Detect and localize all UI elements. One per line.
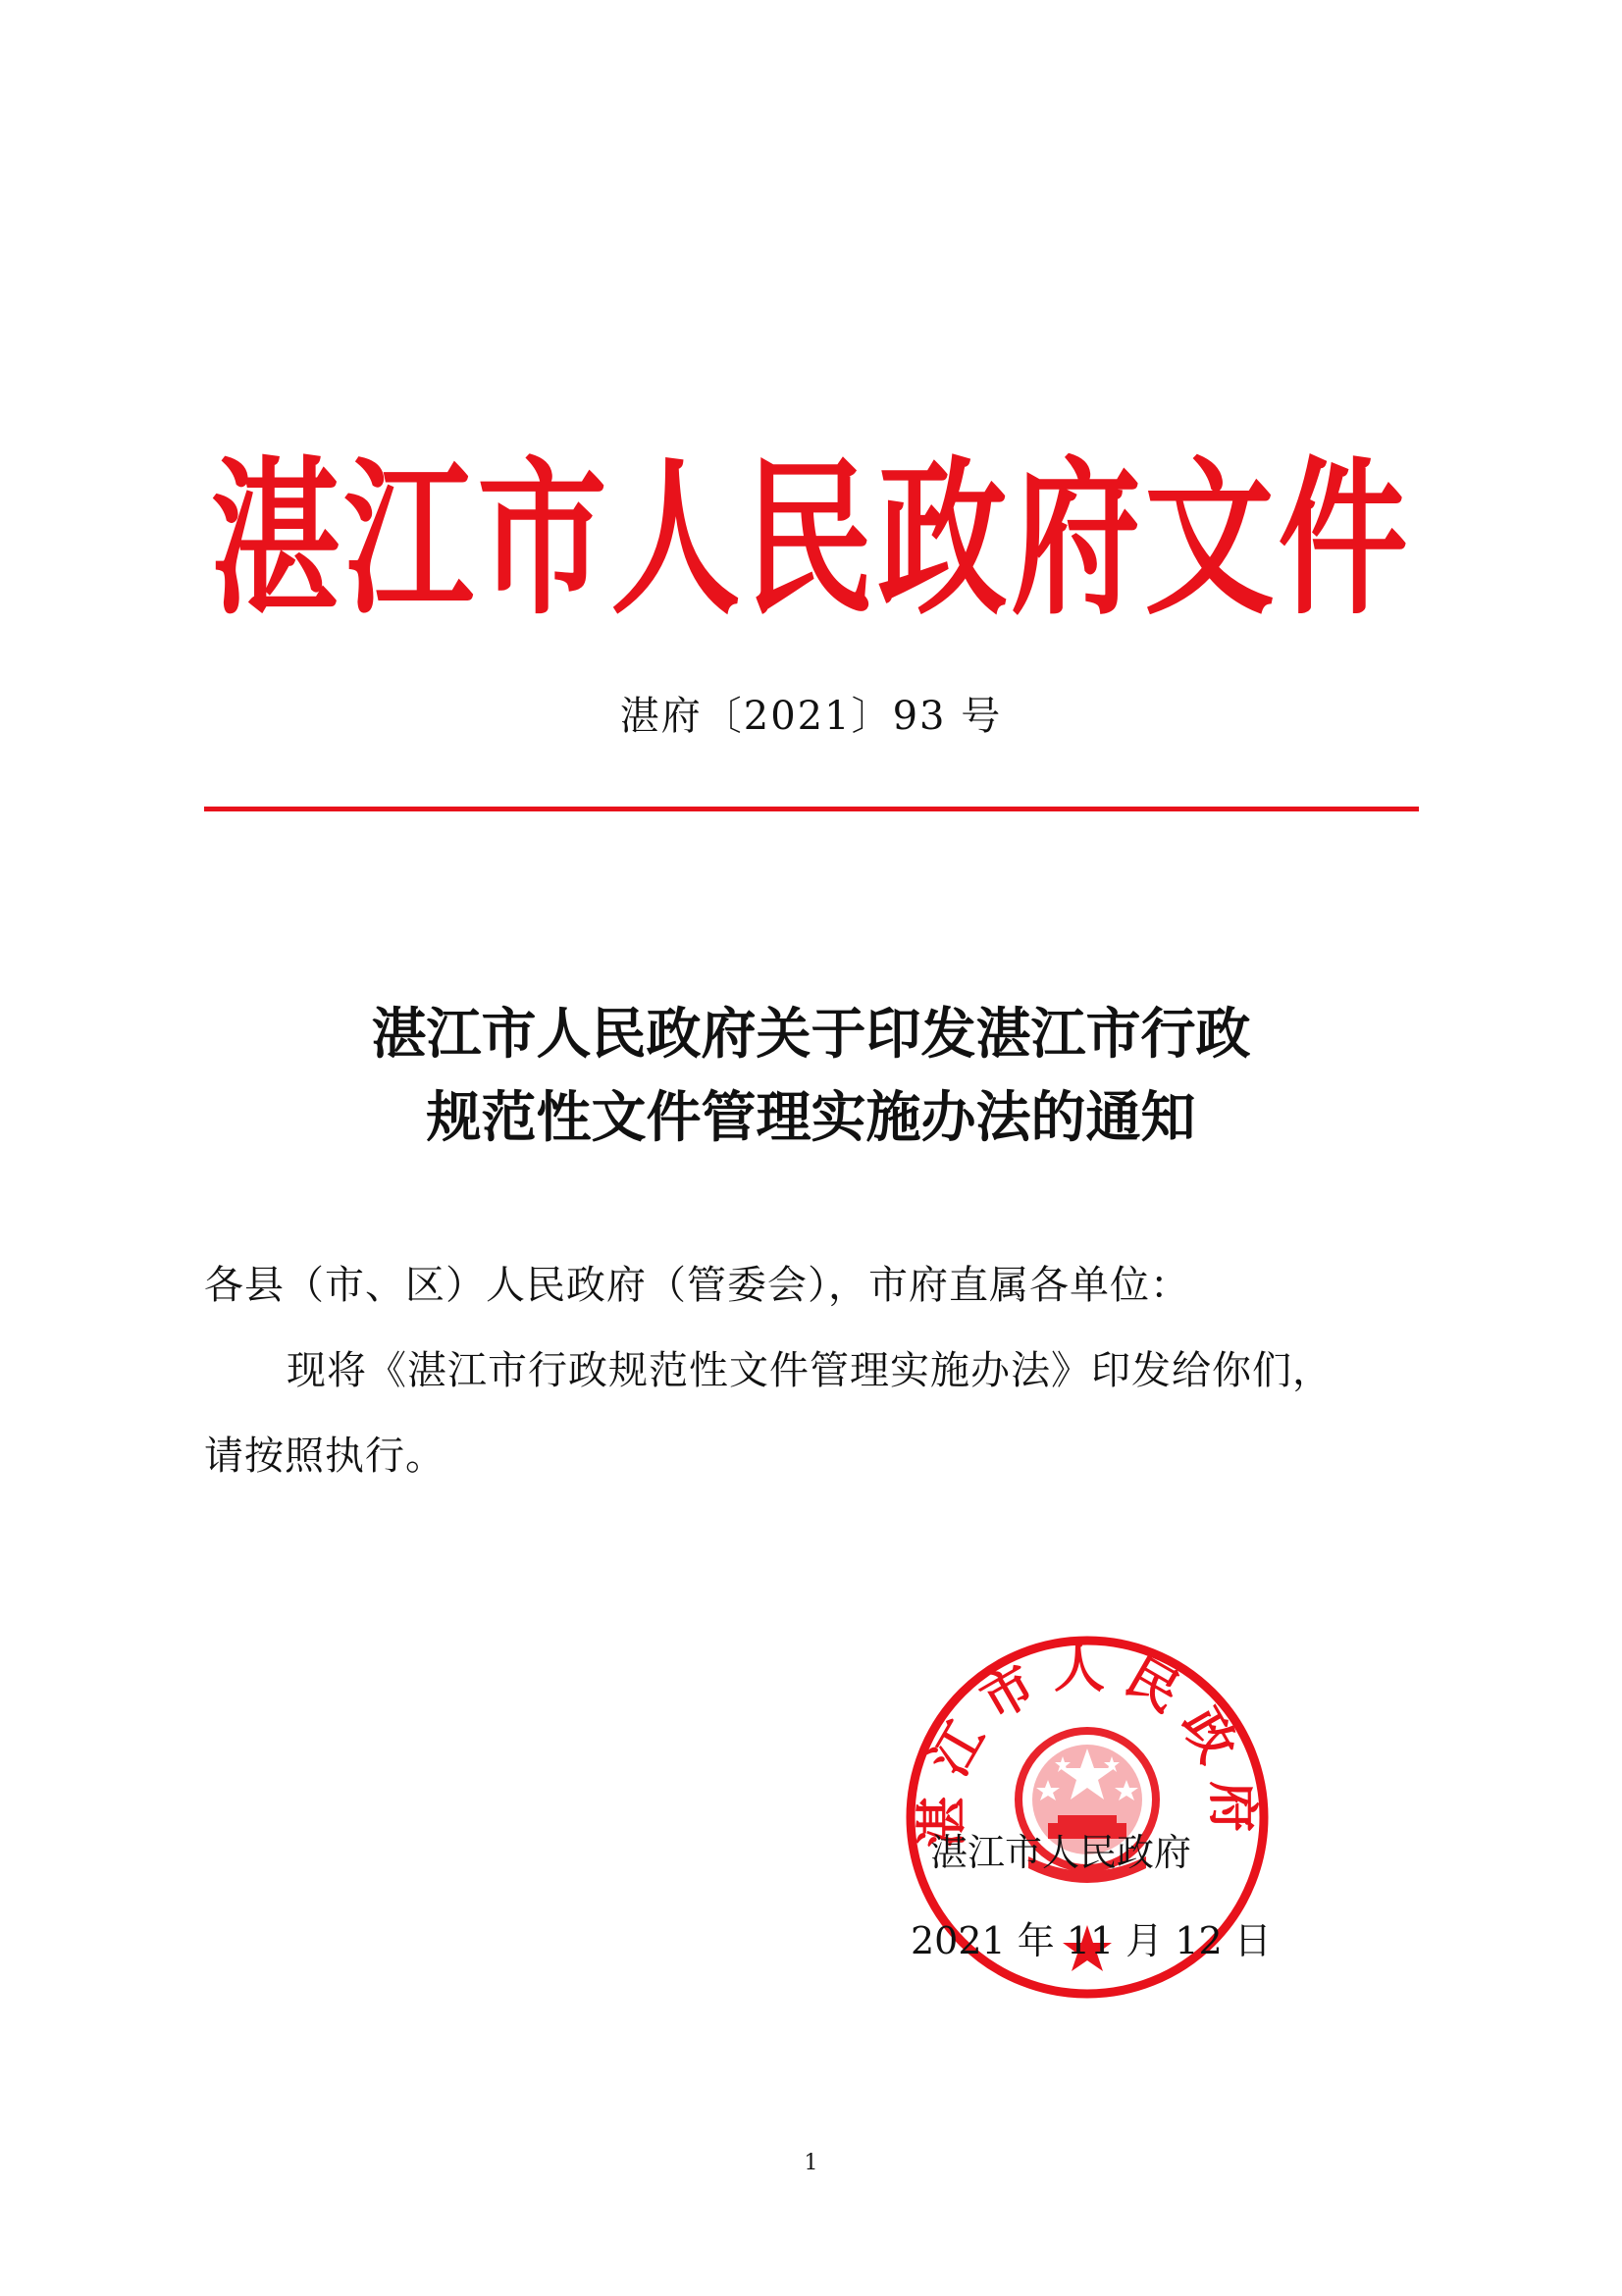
- masthead-title: 湛江市人民政府文件: [210, 441, 1412, 639]
- body-paragraph-line-1: 现将《湛江市行政规范性文件管理实施办法》印发给你们，: [287, 1348, 1333, 1393]
- issuer-signature: 湛江市人民政府: [930, 1831, 1192, 1874]
- red-separator-line: [204, 807, 1419, 811]
- document-number: 湛府〔2021〕93 号: [619, 694, 1003, 739]
- document-title-line-1: 湛江市人民政府关于印发湛江市行政: [371, 1002, 1251, 1067]
- issue-date: 2021 年 11 月 12 日: [911, 1919, 1272, 1962]
- page-number: 1: [804, 2151, 818, 2175]
- seal-arc-text: 湛江市人民政府: [912, 1640, 1263, 1849]
- document-title-line-2: 规范性文件管理实施办法的通知: [426, 1085, 1196, 1150]
- salutation: 各县（市、区）人民政府（管委会），市府直属各单位：: [204, 1263, 1190, 1308]
- body-paragraph-line-2: 请按照执行。: [204, 1434, 445, 1479]
